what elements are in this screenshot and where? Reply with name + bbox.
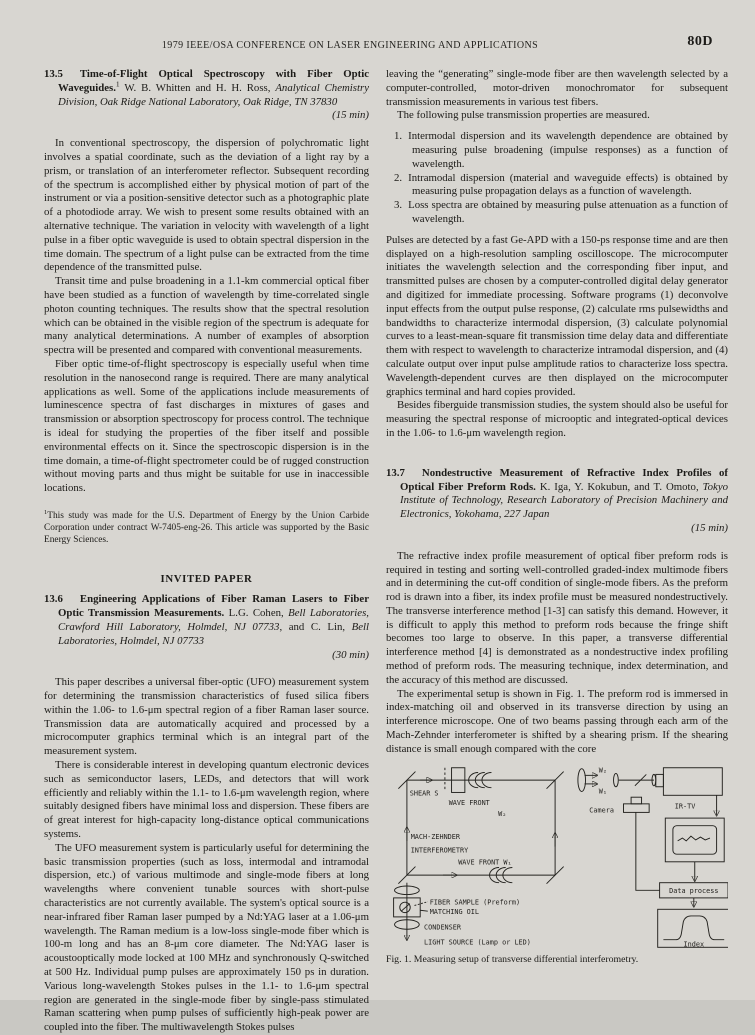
section-number: 13.7 [386, 466, 405, 479]
section-number: 13.5 [44, 68, 63, 80]
paragraph: The experimental setup is shown in Fig. 1. The preform rod is immersed in index-matching oil and observed in its transverse direction by using an interference microscope. One of two beams passing through each arm of the Mach-Zehnder interferometer is shifted by a shearing prism. If the shearing distance is small enough compared with the core [386, 687, 728, 755]
wavefront-bottom-label: WAVE FRONT W₁ [458, 858, 512, 867]
paragraph: Besides fiberguide transmission studies, the system should also be useful for measuring the spectral response of microoptic and integrated-optical devices in the 1.06- to 1.6-μm wavelength region. [386, 399, 728, 439]
footnote-text: This study was made for the U.S. Department of Energy by the Union Carbide Corporation under contract W-7405-eng-26. This article was supported by the Basic Energy Sciences. [44, 510, 369, 546]
paragraph: Pulses are detected by a fast Ge-APD with a 150-ps response time and are then displayed on a high-resolution sampling oscilloscope. The microcomputer initiates the wavelength selection and the corresponding fiber input, and transmitted pulses are chosen by a computer-controlled digital delay generator and digitized for immediate processing. Software programs (1) deconvolve input effects from the output pulse response, (2) calculate rms pulsewidths and bandwidths to characterize intermodal dispersion, (3) calculate polynomial curves to a least-mean-square fit transmission time delay data and differentiate them with respect to wavelength to characterize intramodal dispersion, and (4) calculate output over input pulse amplitude ratios to characterize loss spectra. Wavelength-dependent curves are then displayed on the microcomputer graphics terminal and hard copies provided. [386, 233, 728, 398]
section-number: 13.6 [44, 593, 63, 606]
camera-label: Camera [589, 806, 614, 815]
duration-13-5: (15 min) [332, 109, 369, 122]
paragraph: In conventional spectroscopy, the dispersion of polychromatic light involves a spatial coordinate, such as the deviation of a light ray by a prism, or translation of an interferometer reflector. Subsequent recording of the spectrum is accomplished either by physical motion of part of the instrument or via a position-sensitive detector such as a photographic plate of a photodiode array. We wish to present some results obtained with an alternative technique. The variation in velocity with wavelength of a light pulse in a fiber optic waveguide is used to obtain spectral dispersion in the time domain. The spectrum of a light pulse can be extracted from the time dependence of the transmitted pulse. [44, 137, 369, 274]
list-item-text: Intermodal dispersion and its wavelength dependence are obtained by measuring pulse broadening (impulse responses) as a function of wavelength. [408, 130, 728, 170]
w1-beam-label: W₁ [598, 787, 608, 796]
continuation-paragraph: leaving the “generating” single-mode fiber are then wavelength selected by a computer-controlled, motor-driven monochromator for subsequent transmission measurements in various test fibers. [386, 68, 728, 108]
data-process-label: Data process [669, 886, 719, 895]
shear-label: SHEAR S [409, 788, 439, 797]
ir-tv-camera-body [663, 767, 722, 795]
condenser-label: CONDENSER [424, 922, 461, 931]
mach-zehnder-label-2: INTERFEROMETRY [410, 845, 469, 854]
interferometry-diagram [386, 763, 728, 953]
paragraph: The UFO measurement system is particularly useful for determining the basic transmission properties (such as loss, intermodal and intramodal dispersion, etc.) of various multimode and single-mode fibers at long wavelengths where convenient tunable sources with short-pulse characteristics are not currently available. The system's optical source is a near-infrared fiber Raman laser pumped by a Nd:YAG laser at a 1.06-μm wavelength. The Raman medium is a low-loss single-mode fiber which is 100-m long and has an 8-μm core diameter. The Nd:YAG laser is acoustooptically mode locked at 100 MHz and synchronously Q-switched at 500 Hz. Individual pump pulses are approximately 150 ps in duration. Various long-wavelength Stokes pulses in the 1.1- to 1.6-μm spectral region are generated in the single-mode fiber by single-pass stimulated Raman scattering when pump pulses of sufficiently high-peak power are coupled into the fiber. The multiwavelength Stokes pulses [44, 841, 369, 1034]
right-column [386, 68, 728, 1035]
section-13-7-heading [386, 467, 728, 522]
paragraph: Transit time and pulse broadening in a 1.1-km commercial optical fiber have been studied as a function of wavelength by time-correlated single photon counting techniques. The results show that the spectral resolution which can be obtained in the visible region of the spectrum is adequate for many analytical determinations. A number of examples of absorption spectra will be presented and compared with conventional measurements. [44, 275, 369, 357]
figure-caption: Fig. 1. Measuring setup of transverse differential interferometry. [386, 953, 639, 965]
list-item [386, 199, 728, 227]
list-item-text: Loss spectra are obtained by measuring pulse attenuation as a function of wavelength. [408, 199, 728, 225]
section-title: Engineering Applications of Fiber Raman Lasers to Fiber Optic Transmission Measurements. [58, 593, 369, 620]
list-item-number: 2. [394, 171, 403, 184]
wavefront-top-sub: W₂ [498, 809, 507, 818]
wavefront-top-label: WAVE FRONT [448, 798, 490, 807]
ir-tv-label: IR-TV [674, 802, 696, 811]
footnote-marker: 1 [44, 508, 48, 516]
list-intro: The following pulse transmission properties are measured. [397, 109, 650, 122]
list-item [386, 130, 728, 171]
duration-13-7: (15 min) [691, 521, 728, 534]
relay-lens [614, 773, 619, 786]
section-affiliation: Analytical Chemistry Division, Oak Ridge National Laboratory, Oak Ridge, TN 37830 [58, 81, 369, 108]
matching-oil-label: MATCHING OIL [429, 907, 480, 916]
list-item [386, 172, 728, 200]
section-authors: , and C. Lin, [279, 620, 352, 633]
conference-header: 1979 IEEE/OSA CONFERENCE ON LASER ENGINEERING AND APPLICATIONS [161, 40, 539, 51]
paragraph: The refractive index profile measurement of optical fiber preform rods is required in testing and sorting well-controlled graded-index multimode fibers and in determining the cut-off condition of single-mode fibers. As the preform rod is drawn into a fiber, its index profile must be measured nondestructively. The transverse interference method [1-3] can satisfy this demand. However, it is difficult to apply this method to preform rods because the fringe shift becomes too large to observe. In this paper, a transverse differential interference method [4] is demonstrated as a nondestructive index profiling method of preform rods. The measuring technique, index determination, and the accuracy of this method are discussed. [386, 549, 728, 686]
section-title: Nondestructive Measurement of Refractive Index Profiles of Optical Fiber Preform Rods. [400, 466, 728, 493]
fringe-trace [678, 836, 710, 841]
section-title: Time-of-Flight Optical Spectroscopy with Fiber Optic Waveguides. [58, 68, 369, 94]
fiber-sample-label: FIBER SAMPLE (Preform) [429, 898, 521, 907]
section-authors: L.G. Cohen, [224, 607, 289, 620]
section-13-5-heading [44, 68, 369, 109]
mach-zehnder-label-1: MACH-ZEHNDER [410, 832, 461, 841]
camera-snout [656, 774, 664, 786]
footnote-marker: 1 [115, 79, 120, 89]
paragraph: This paper describes a universal fiber-optic (UFO) measurement system for determining the transmission characteristics of fused silica fibers within the 1.06- to 1.6-μm spectral region of a fiber Raman laser source. Transmission data are automatically acquired and processed by a microcomputer graphics terminal which is an integral part of the measurement system. [44, 676, 369, 758]
duration-13-6: (30 min) [332, 648, 369, 661]
page-number: 80D [687, 34, 713, 49]
list-item-text: Intramodal dispersion (material and waveguide effects) is obtained by measuring pulse propagation delays as a function of wavelength. [408, 171, 728, 198]
footnote [44, 510, 369, 547]
section-authors: K. Iga, Y. Kokubun, and T. Omoto, [535, 480, 703, 493]
numbered-list [386, 130, 728, 227]
list-item-number: 3. [394, 199, 403, 212]
index-profile-curve [663, 916, 724, 940]
left-column [44, 68, 369, 1035]
section-affiliation: Bell Laboratories, Crawford Hill Laboratory, Holmdel, NJ 07733 [58, 607, 369, 633]
camera-pedestal [624, 797, 650, 812]
monitor-outer [665, 818, 724, 862]
index-label: Index [683, 940, 705, 949]
list-item-number: 1. [394, 130, 403, 143]
figure-1 [386, 763, 728, 967]
camera-data-link [636, 812, 660, 890]
section-affiliation: Bell Laboratories, Holmdel, NJ 07733 [58, 620, 369, 647]
paragraph: Fiber optic time-of-flight spectroscopy is especially useful when time resolution in the nanosecond range is required. There are many analytical applications as well. Some of the applications include measurements of luminescence spectra of fast discharges in mixtures of gases and transmission or absorption spectroscopy for process control. The technique is ideal for studying the properties of the fiber itself and possible environmental effects on it. Since the spectroscopic dispersion is in the time domain, a time-of-flight spectrometer could be of rugged construction without moving parts and thus might be suitable for use in inaccessible locations. [44, 357, 369, 495]
w2-beam-label: W₂ [598, 766, 608, 775]
light-source-label: LIGHT SOURCE (Lamp or LED) [424, 938, 531, 947]
section-13-6-heading [44, 593, 369, 648]
imaging-lens [578, 768, 586, 791]
section-affiliation: Tokyo Institute of Technology, Research Laboratory of Precision Machinery and Electronics, Yokohama, 227 Japan [400, 480, 729, 521]
section-authors: W. B. Whitten and H. H. Ross, [119, 81, 276, 94]
two-column-body [44, 68, 728, 1035]
paragraph: There is considerable interest in developing quantum electronic devices such as semiconductor lasers, LEDs, and detectors that will work efficiently and reliably within the 1.1- to 1.6-μm wavelength region, where suitably designed fibers have minimal loss and dispersion. These fibers are of great interest for high-capacity long-distance optical communications systems. [44, 759, 369, 841]
invited-paper-heading: INVITED PAPER [160, 572, 253, 585]
